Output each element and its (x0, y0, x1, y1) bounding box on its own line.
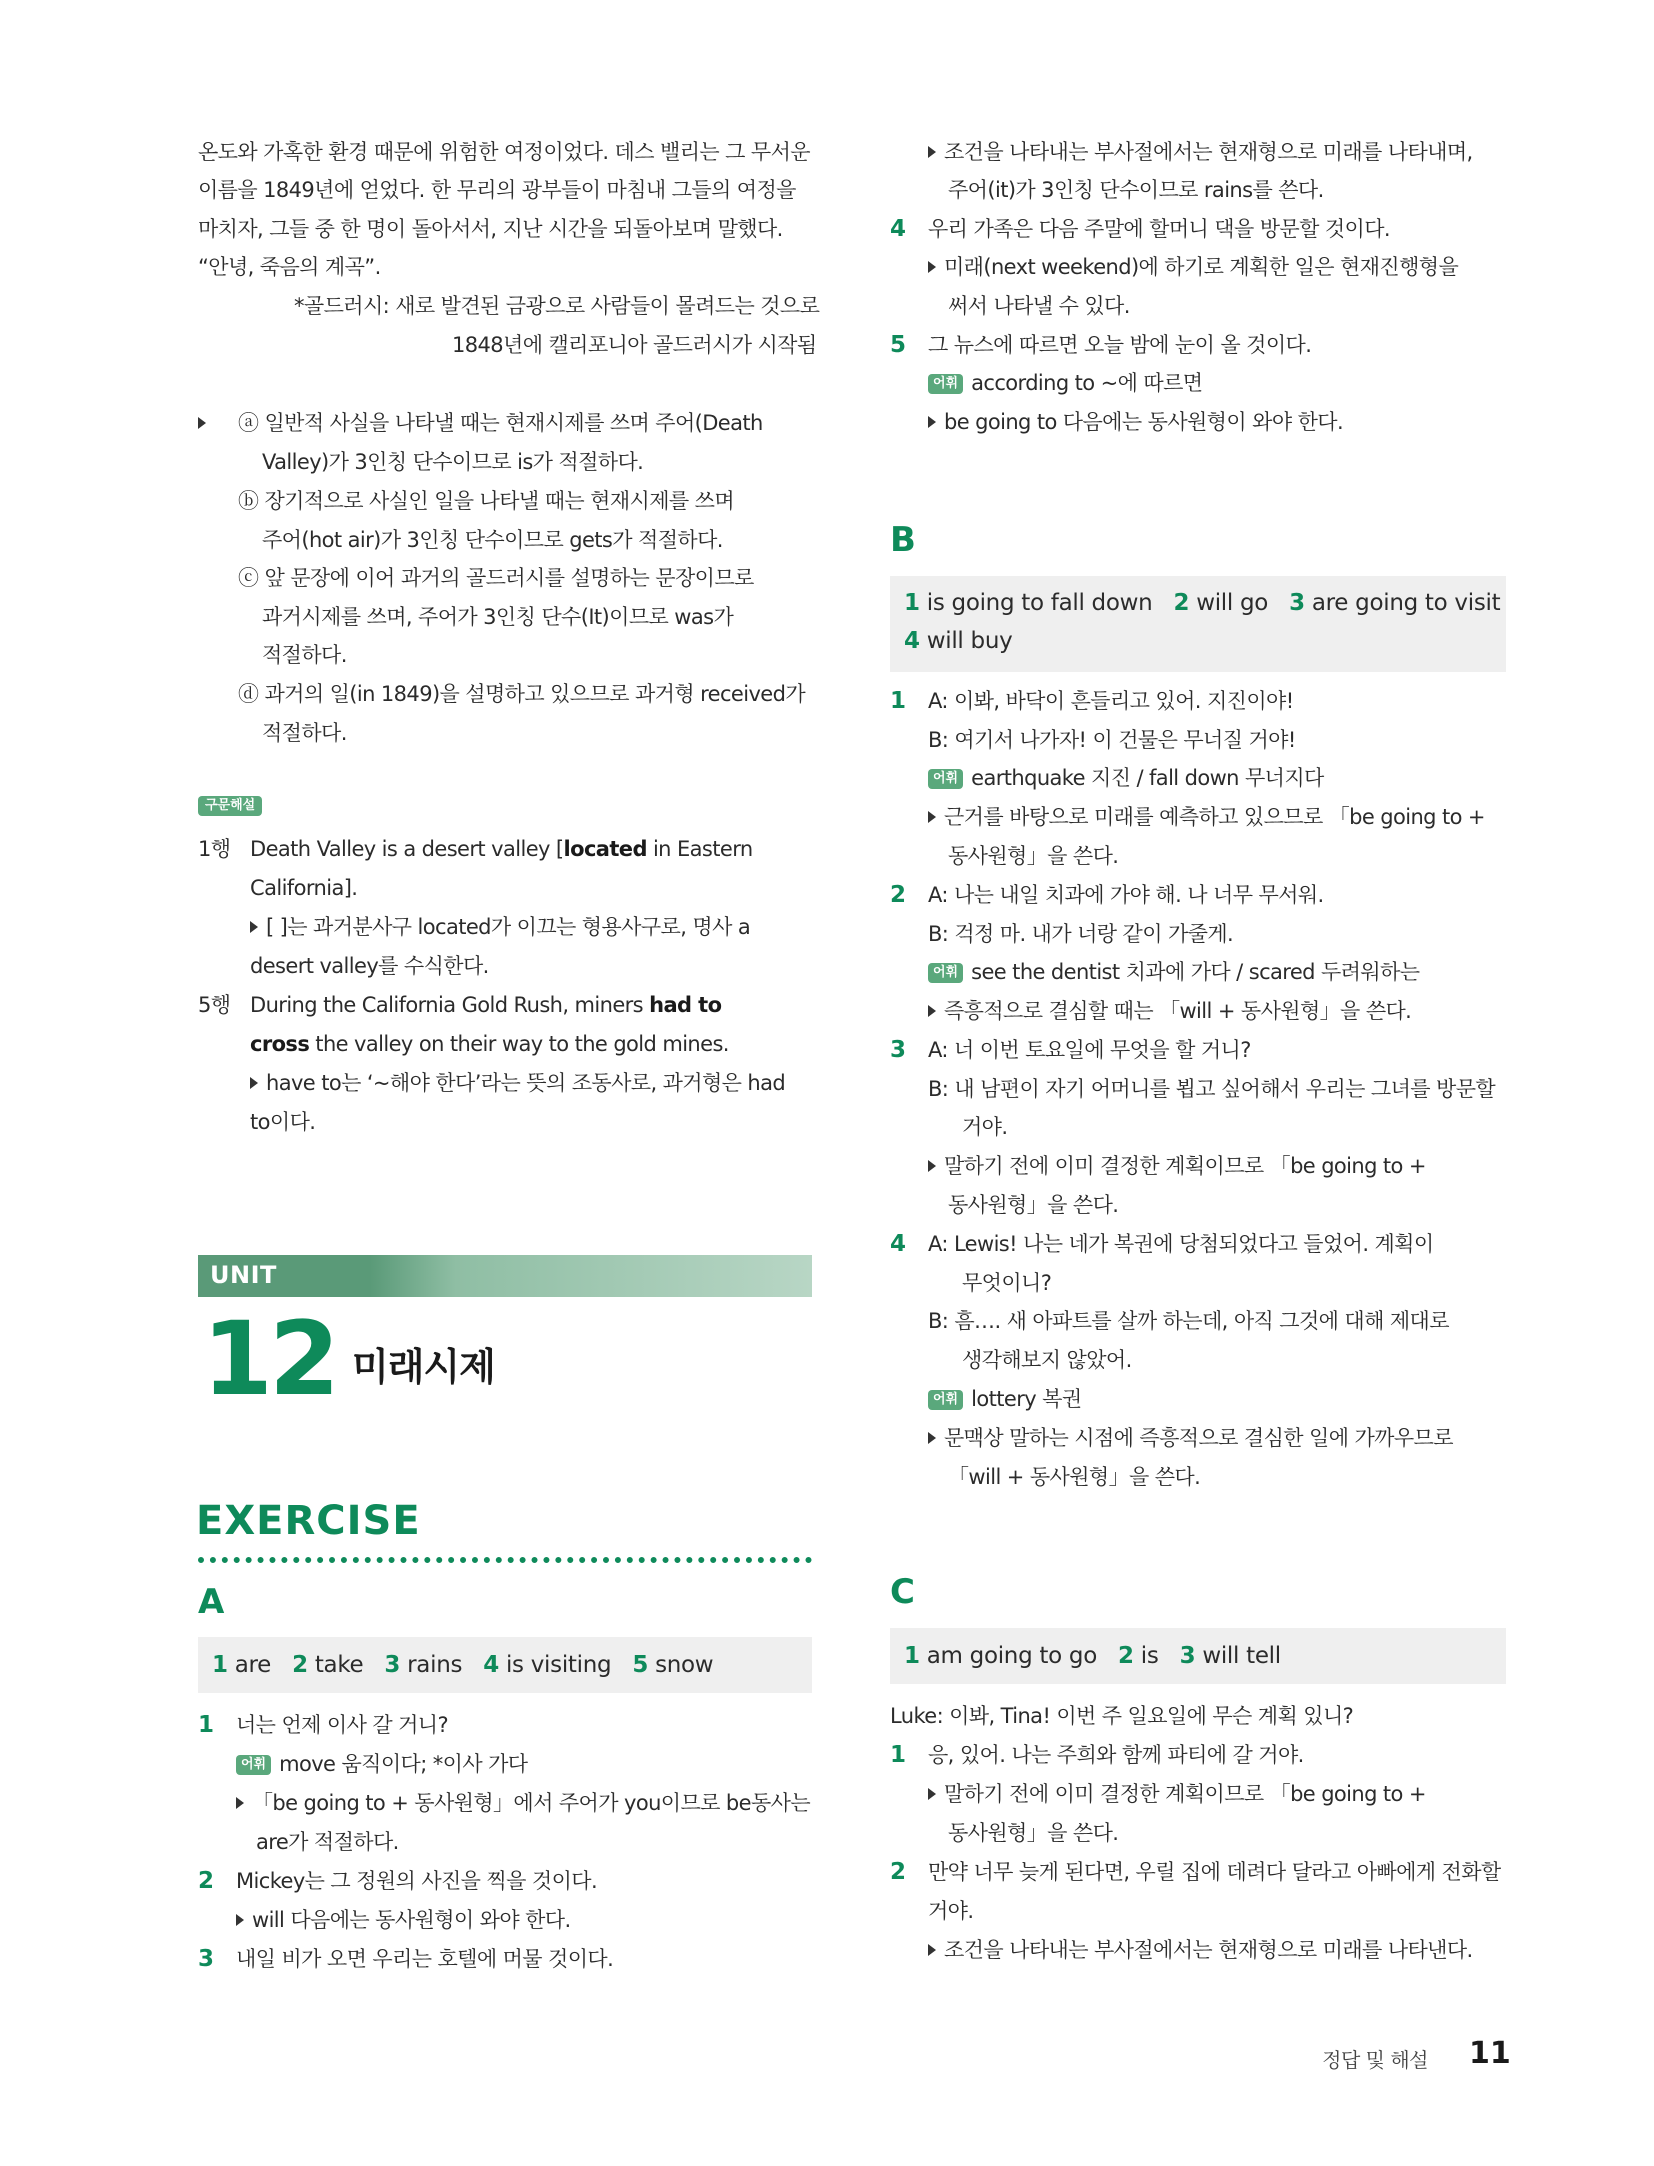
dialog-line: Luke: 이봐, Tina! 이번 주 일요일에 무슨 계획 있니? (890, 1704, 1354, 1728)
syntax-note: have to는 ‘~해야 한다’라는 뜻의 조동사로, 과거형은 had (250, 1068, 785, 1098)
dialog-line: A: 나는 내일 치과에 가야 해. 나 너무 무서워. (928, 883, 1324, 907)
story-line: 이름을 1849년에 얻었다. 한 무리의 광부들이 마침내 그들의 여정을 (198, 178, 796, 202)
story-line: 마치자, 그들 중 한 명이 돌아서서, 지난 시간을 되돌아보며 말했다. (198, 217, 783, 241)
explanation-line: 주어(hot air)가 3인칭 단수이므로 gets가 적절하다. (262, 528, 723, 552)
item-note: 미래(next weekend)에 하기로 계획한 일은 현재진행형을 (928, 252, 1458, 282)
triangle-bullet-icon (236, 1797, 244, 1809)
syntax-note: desert valley를 수식한다. (250, 954, 489, 978)
item-note: will 다음에는 동사원형이 와야 한다. (236, 1905, 571, 1935)
story-line: 온도와 가혹한 환경 때문에 위험한 여정이었다. 데스 밸리는 그 무서운 (198, 140, 810, 164)
syntax-sentence: California]. (250, 876, 358, 900)
triangle-bullet-icon (250, 921, 258, 933)
vocab-tag: 어휘 (928, 769, 963, 789)
dialog-line: A: Lewis! 나는 네가 복권에 당첨되었다고 들었어. 계획이 (928, 1232, 1434, 1256)
item-number: 1 (890, 688, 907, 714)
section-a-heading: A (198, 1582, 225, 1622)
item-note: 조건을 나타내는 부사절에서는 현재형으로 미래를 나타낸다. (928, 1935, 1473, 1965)
vocab-line: 어휘 earthquake 지진 / fall down 무너지다 (928, 763, 1324, 793)
item-number: 5 (890, 332, 907, 358)
syntax-row-label: 5행 (198, 993, 231, 1017)
unit-number: 12 (202, 1300, 336, 1419)
item-number: 4 (890, 1231, 907, 1257)
item-note: 「will + 동사원형」을 쓴다. (948, 1465, 1201, 1489)
vocab-tag: 어휘 (236, 1755, 271, 1775)
section-b-heading: B (890, 520, 916, 560)
vocab-tag: 어휘 (928, 1390, 963, 1410)
item-note: 주어(it)가 3인칭 단수이므로 rains를 쓴다. (948, 178, 1324, 202)
dialog-line: A: 이봐, 바닥이 흔들리고 있어. 지진이야! (928, 689, 1294, 713)
dialog-line: 생각해보지 않았어. (962, 1348, 1132, 1372)
item-number: 1 (198, 1712, 215, 1738)
item-text: 너는 언제 이사 갈 거니? (236, 1713, 449, 1737)
story-line: “안녕, 죽음의 계곡”. (198, 255, 381, 279)
explanation-line: Valley)가 3인칭 단수이므로 is가 적절하다. (262, 450, 644, 474)
explanation-line: 적절하다. (262, 721, 347, 745)
triangle-bullet-icon (198, 417, 206, 429)
item-text: 내일 비가 오면 우리는 호텔에 머물 것이다. (236, 1947, 614, 1971)
syntax-note: [ ]는 과거분사구 located가 이끄는 형용사구로, 명사 a (250, 912, 750, 942)
item-note: 말하기 전에 이미 결정한 계획이므로 「be going to + (928, 1151, 1426, 1181)
item-text: 거야. (928, 1899, 974, 1923)
item-number: 4 (890, 216, 907, 242)
explanation-marker (198, 408, 214, 438)
item-number: 1 (890, 1742, 907, 1768)
triangle-bullet-icon (928, 1432, 936, 1444)
exercise-title: EXERCISE (196, 1498, 421, 1544)
answer-line: 1 are 2 take 3 rains 4 is visiting 5 snow (212, 1652, 714, 1678)
triangle-bullet-icon (928, 1005, 936, 1017)
explanation-line: ⓑ 장기적으로 사실인 일을 나타낼 때는 현재시제를 쓰며 (238, 489, 735, 513)
syntax-row-label: 1행 (198, 837, 231, 861)
item-text: 만약 너무 늦게 된다면, 우릴 집에 데려다 달라고 아빠에게 전화할 (928, 1860, 1501, 1884)
dialog-line: B: 흠…. 새 아파트를 살까 하는데, 아직 그것에 대해 제대로 (928, 1309, 1449, 1333)
section-c-heading: C (890, 1572, 915, 1612)
item-text: 응, 있어. 나는 주희와 함께 파티에 갈 거야. (928, 1743, 1304, 1767)
dialog-line: B: 내 남편이 자기 어머니를 뵙고 싶어해서 우리는 그녀를 방문할 (928, 1077, 1496, 1101)
syntax-sentence: cross the valley on their way to the gold mines. (250, 1032, 729, 1056)
triangle-bullet-icon (928, 1944, 936, 1956)
syntax-tag: 구문해설 (198, 790, 270, 820)
item-note: 즉흥적으로 결심할 때는 「will + 동사원형」을 쓴다. (928, 996, 1411, 1026)
item-text: Mickey는 그 정원의 사진을 찍을 것이다. (236, 1869, 598, 1893)
triangle-bullet-icon (250, 1077, 258, 1089)
footnote-line: *골드러시: 새로 발견된 금광으로 사람들이 몰려드는 것으로 (294, 294, 820, 318)
triangle-bullet-icon (928, 261, 936, 273)
item-note: 동사원형」을 쓴다. (948, 1193, 1119, 1217)
explanation-line: ⓒ 앞 문장에 이어 과거의 골드러시를 설명하는 문장이므로 (238, 566, 754, 590)
triangle-bullet-icon (236, 1914, 244, 1926)
vocab-tag: 어휘 (928, 374, 963, 394)
vocab-line: 어휘 according to ~에 따르면 (928, 368, 1202, 398)
vocab-line: 어휘 see the dentist 치과에 가다 / scared 두려워하는 (928, 957, 1419, 987)
dialog-line: A: 너 이번 토요일에 무엇을 할 거니? (928, 1038, 1251, 1062)
item-note: 말하기 전에 이미 결정한 계획이므로 「be going to + (928, 1779, 1426, 1809)
syntax-sentence: Death Valley is a desert valley [located in Eastern (250, 837, 753, 861)
explanation-line: 적절하다. (262, 643, 347, 667)
triangle-bullet-icon (928, 1788, 936, 1800)
triangle-bullet-icon (928, 416, 936, 428)
item-note: are가 적절하다. (256, 1830, 399, 1854)
item-note: 써서 나타낼 수 있다. (948, 294, 1130, 318)
vocab-line: 어휘 move 움직이다; *이사 가다 (236, 1749, 527, 1779)
item-number: 2 (198, 1868, 215, 1894)
syntax-note: to이다. (250, 1110, 316, 1134)
answer-line: 4 will buy (904, 628, 1013, 654)
explanation-line: 과거시제를 쓰며, 주어가 3인칭 단수(It)이므로 was가 (262, 605, 734, 629)
item-note: 「be going to + 동사원형」에서 주어가 you이므로 be동사는 (236, 1788, 810, 1818)
answer-box-b (890, 576, 1506, 672)
item-note: 동사원형」을 쓴다. (948, 1821, 1119, 1845)
footer-label: 정답 및 해설 (1322, 2048, 1428, 2072)
item-number: 3 (890, 1037, 907, 1063)
item-note: 근거를 바탕으로 미래를 예측하고 있으므로 「be going to + (928, 802, 1485, 832)
item-note: 조건을 나타내는 부사절에서는 현재형으로 미래를 나타내며, (928, 137, 1473, 167)
dialog-line: 거야. (962, 1115, 1008, 1139)
vocab-tag: 어휘 (928, 963, 963, 983)
unit-label: UNIT (210, 1261, 277, 1289)
triangle-bullet-icon (928, 811, 936, 823)
explanation-line: ⓐ 일반적 사실을 나타낼 때는 현재시제를 쓰며 주어(Death (238, 411, 763, 435)
item-number: 2 (890, 1859, 907, 1885)
item-number: 3 (198, 1946, 215, 1972)
dialog-line: B: 여기서 나가자! 이 건물은 무너질 거야! (928, 728, 1296, 752)
answer-line: 1 is going to fall down 2 will go 3 are going to visit (904, 590, 1501, 616)
unit-title: 미래시제 (352, 1345, 495, 1389)
page-number: 11 (1469, 2036, 1511, 2071)
item-note: 문맥상 말하는 시점에 즉흥적으로 결심한 일에 가까우므로 (928, 1423, 1453, 1453)
dialog-line: 무엇이니? (962, 1271, 1052, 1295)
answer-box-c (890, 1628, 1506, 1684)
dialog-line: B: 걱정 마. 내가 너랑 같이 가줄게. (928, 922, 1234, 946)
item-text: 우리 가족은 다음 주말에 할머니 댁을 방문할 것이다. (928, 217, 1391, 241)
triangle-bullet-icon (928, 1160, 936, 1172)
unit-banner (198, 1255, 812, 1297)
item-number: 2 (890, 882, 907, 908)
answer-line: 1 am going to go 2 is 3 will tell (904, 1643, 1281, 1669)
item-text: 그 뉴스에 따르면 오늘 밤에 눈이 올 것이다. (928, 333, 1312, 357)
item-note: be going to 다음에는 동사원형이 와야 한다. (928, 407, 1343, 437)
vocab-line: 어휘 lottery 복권 (928, 1384, 1082, 1414)
explanation-line: ⓓ 과거의 일(in 1849)을 설명하고 있으므로 과거형 received가 (238, 682, 806, 706)
triangle-bullet-icon (928, 146, 936, 158)
item-note: 동사원형」을 쓴다. (948, 844, 1119, 868)
answer-box-a (198, 1637, 812, 1693)
syntax-sentence: During the California Gold Rush, miners had to (250, 993, 722, 1017)
footnote-line: 1848년에 캘리포니아 골드러시가 시작됨 (452, 333, 817, 357)
dotted-divider (198, 1557, 812, 1563)
